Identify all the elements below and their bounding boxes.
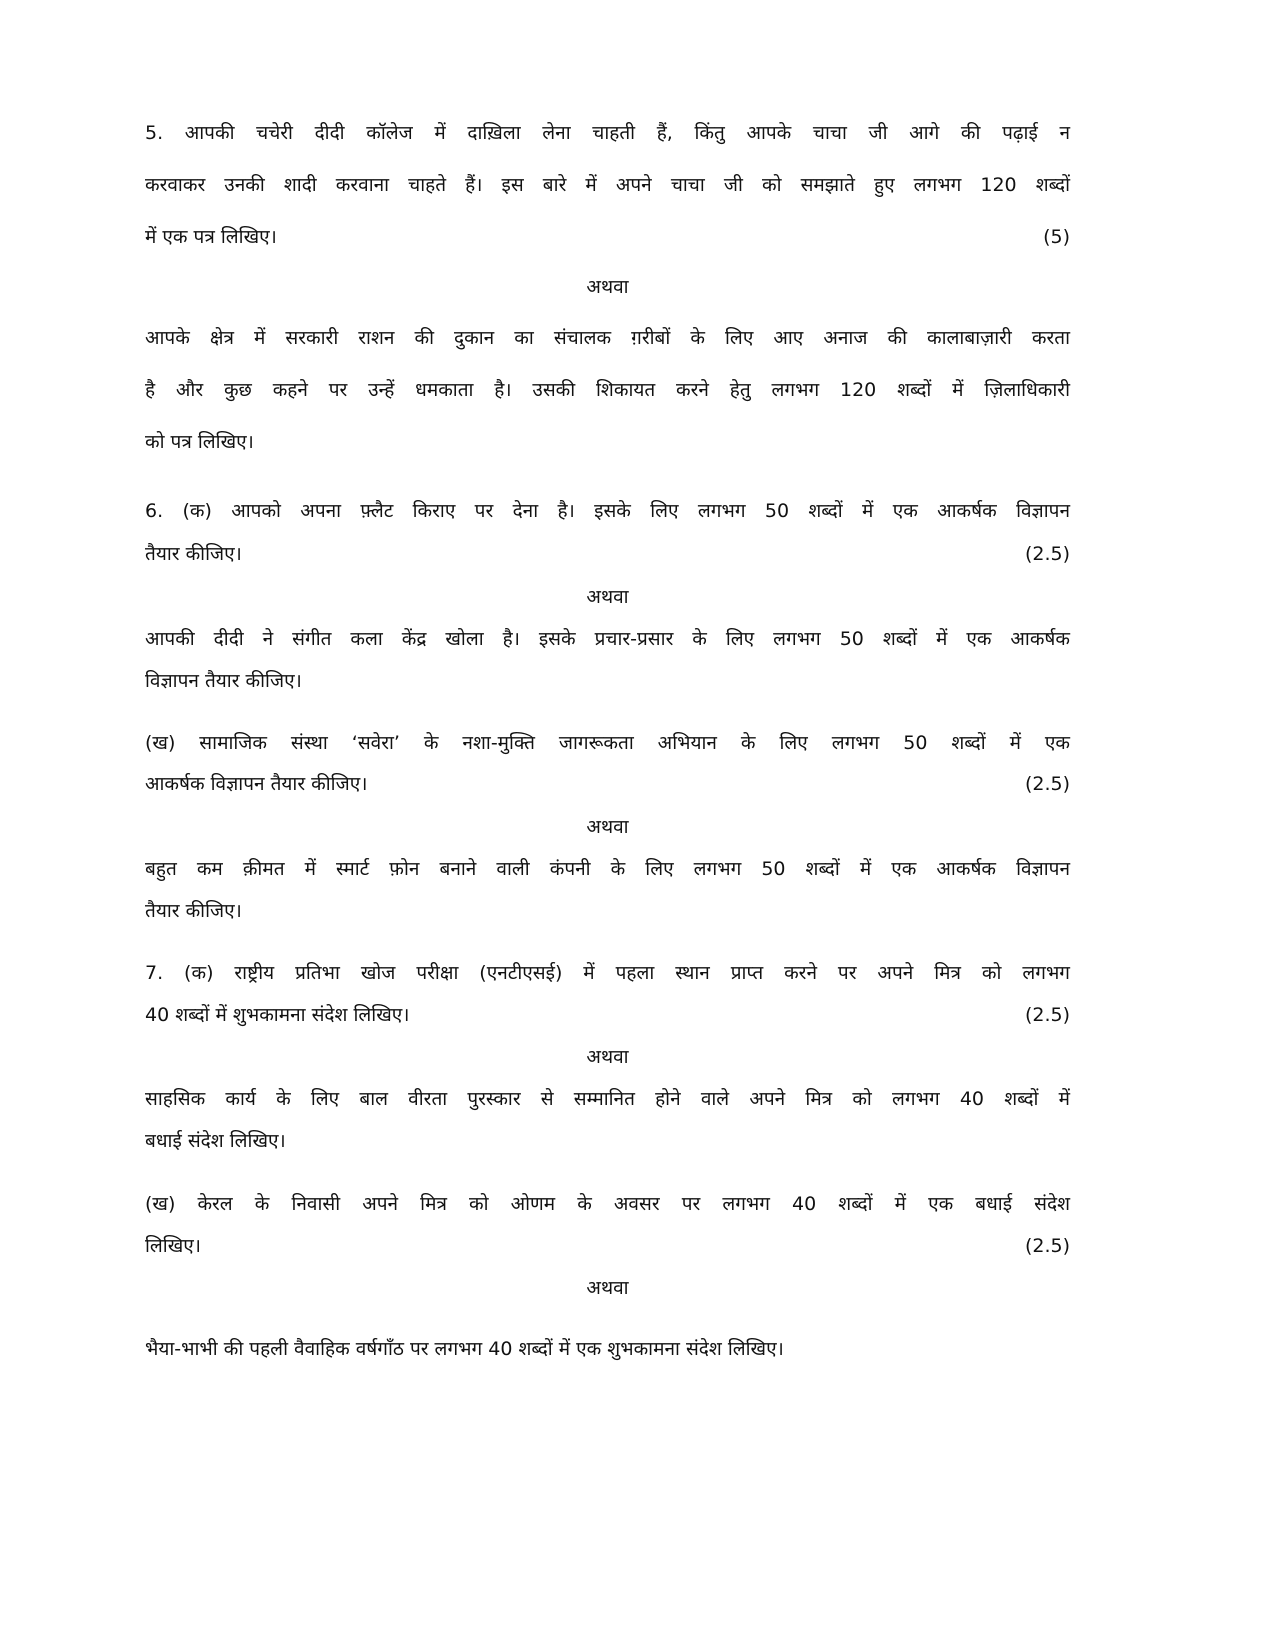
or-separator: अथवा — [586, 276, 629, 298]
question-text-line: (ख) केरल के निवासी अपने मित्र को ओणम के अवसर पर लगभग 40 शब्दों में एक बधाई संदेश — [145, 1193, 1070, 1215]
question-text-line: 40 शब्दों में शुभकामना संदेश लिखिए। — [145, 1004, 410, 1026]
question-text-line: तैयार कीजिए। — [145, 543, 242, 565]
alternative-text-line: बधाई संदेश लिखिए। — [145, 1130, 286, 1152]
marks-label: (2.5) — [1024, 1235, 1070, 1257]
alternative-text-line: तैयार कीजिए। — [145, 900, 242, 922]
question-text-line: 5. आपकी चचेरी दीदी कॉलेज में दाख़िला लेना चाहती हैं, किंतु आपके चाचा जी आगे की पढ़ाई न — [145, 122, 1070, 144]
question-text-line: 6. (क) आपको अपना फ़्लैट किराए पर देना है। इसके लिए लगभग 50 शब्दों में एक आकर्षक विज्ञापन — [145, 500, 1070, 522]
or-separator: अथवा — [586, 586, 629, 608]
marks-label: (2.5) — [1024, 773, 1070, 795]
marks-label: (2.5) — [1024, 1004, 1070, 1026]
alternative-text-line: भैया-भाभी की पहली वैवाहिक वर्षगाँठ पर लगभग 40 शब्दों में एक शुभकामना संदेश लिखिए। — [145, 1338, 784, 1360]
or-separator: अथवा — [586, 1046, 629, 1068]
question-text-line: (ख) सामाजिक संस्था ‘सवेरा’ के नशा-मुक्ति जागरूकता अभियान के लिए लगभग 50 शब्दों में एक — [145, 732, 1070, 754]
or-separator: अथवा — [586, 1277, 629, 1299]
marks-label: (2.5) — [1024, 543, 1070, 565]
alternative-text-line: बहुत कम क़ीमत में स्मार्ट फ़ोन बनाने वाली कंपनी के लिए लगभग 50 शब्दों में एक आकर्षक विज्ञापन — [145, 858, 1070, 880]
marks-label: (5) — [1043, 226, 1070, 248]
question-text-line: 7. (क) राष्ट्रीय प्रतिभा खोज परीक्षा (एनटीएसई) में पहला स्थान प्राप्त करने पर अपने मित्र को लगभग — [145, 962, 1070, 984]
or-separator: अथवा — [586, 816, 629, 838]
alternative-text-line: है और कुछ कहने पर उन्हें धमकाता है। उसकी शिकायत करने हेतु लगभग 120 शब्दों में ज़िलाधिकारी — [145, 379, 1070, 401]
question-text-line: करवाकर उनकी शादी करवाना चाहते हैं। इस बारे में अपने चाचा जी को समझाते हुए लगभग 120 शब्दों — [145, 174, 1070, 196]
question-text-line: में एक पत्र लिखिए। — [145, 226, 277, 248]
question-text-line: आकर्षक विज्ञापन तैयार कीजिए। — [145, 773, 368, 795]
alternative-text-line: को पत्र लिखिए। — [145, 431, 254, 453]
question-text-line: लिखिए। — [145, 1235, 201, 1257]
alternative-text-line: आपके क्षेत्र में सरकारी राशन की दुकान का संचालक ग़रीबों के लिए आए अनाज की कालाबाज़ारी करता — [145, 327, 1070, 349]
alternative-text-line: विज्ञापन तैयार कीजिए। — [145, 670, 302, 692]
alternative-text-line: आपकी दीदी ने संगीत कला केंद्र खोला है। इसके प्रचार-प्रसार के लिए लगभग 50 शब्दों में एक आकर्षक — [145, 628, 1070, 650]
alternative-text-line: साहसिक कार्य के लिए बाल वीरता पुरस्कार से सम्मानित होने वाले अपने मित्र को लगभग 40 शब्दों में — [145, 1088, 1070, 1110]
